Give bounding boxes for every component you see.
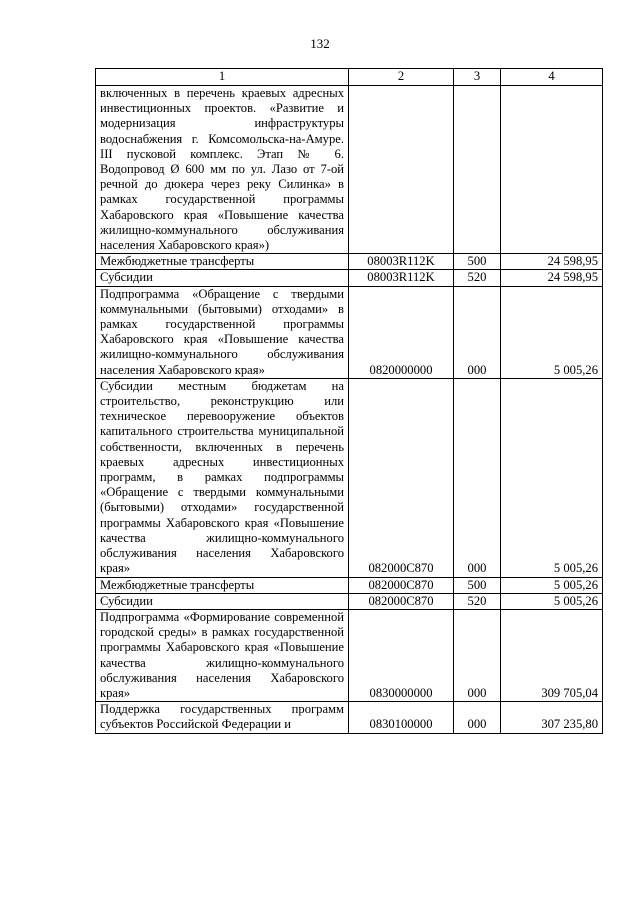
- row-type: 520: [454, 270, 501, 286]
- row-amount: 24 598,95: [501, 270, 603, 286]
- row-code: 0820000000: [349, 286, 454, 378]
- row-code: [349, 86, 454, 254]
- table-row: [96, 378, 603, 577]
- table-row: [96, 609, 603, 701]
- page-number: 132: [310, 36, 330, 51]
- row-code: 08003R112K: [349, 254, 454, 270]
- table-header-row: [96, 69, 603, 86]
- row-name: Межбюджетные трансферты: [96, 254, 349, 270]
- table-row: [96, 702, 603, 733]
- table-row: [96, 577, 603, 593]
- row-amount: 5 005,26: [501, 593, 603, 609]
- row-name: Субсидии местным бюджетам на строительство, реконструкцию или техническое перевооружение объектов капитального строительства муниципальной собственности, включенных в перечень краевых адресных инвестиционных программ, в рамках подпрограммы «Обращение с твердыми коммунальными (бытовыми) отходами» государственной программы Хабаровского края «Повышение качества жилищно-коммунального обслуживания населения Хабаровского края»: [96, 378, 349, 577]
- row-name: включенных в перечень краевых адресных инвестиционных проектов. «Развитие и модернизация инфраструктуры водоснабжения г. Комсомольска-на-Амуре. III пусковой комплекс. Этап № 6. Водопровод Ø 600 мм по ул. Лазо от 7-ой речной до дюкера через реку Силинка» в рамках государственной программы Хабаровского края «Повышение качества жилищно-коммунального обслуживания населения Хабаровского края»): [96, 86, 349, 254]
- row-code: 0830000000: [349, 609, 454, 701]
- row-amount: 309 705,04: [501, 609, 603, 701]
- row-amount: 24 598,95: [501, 254, 603, 270]
- row-name: Субсидии: [96, 593, 349, 609]
- column-header: 2: [349, 69, 454, 86]
- row-code: 0830100000: [349, 702, 454, 733]
- row-type: 000: [454, 378, 501, 577]
- row-type: 000: [454, 609, 501, 701]
- row-code: 082000C870: [349, 378, 454, 577]
- column-header: 1: [96, 69, 349, 86]
- row-type: 500: [454, 577, 501, 593]
- column-header: 3: [454, 69, 501, 86]
- budget-table: [95, 68, 603, 734]
- row-code: 082000C870: [349, 577, 454, 593]
- row-type: 000: [454, 702, 501, 733]
- row-amount: 5 005,26: [501, 577, 603, 593]
- row-code: 08003R112K: [349, 270, 454, 286]
- row-amount: 5 005,26: [501, 378, 603, 577]
- table-row: [96, 270, 603, 286]
- row-type: 000: [454, 286, 501, 378]
- row-type: 520: [454, 593, 501, 609]
- row-amount: 307 235,80: [501, 702, 603, 733]
- table-row: [96, 86, 603, 254]
- table-row: [96, 593, 603, 609]
- row-name: Подпрограмма «Обращение с твердыми коммунальными (бытовыми) отходами» в рамках государственной программы Хабаровского края «Повышение качества жилищно-коммунального обслуживания населения Хабаровского края»: [96, 286, 349, 378]
- table-row: [96, 254, 603, 270]
- row-amount: [501, 86, 603, 254]
- row-type: 500: [454, 254, 501, 270]
- row-name: Межбюджетные трансферты: [96, 577, 349, 593]
- row-name: Подпрограмма «Формирование современной городской среды» в рамках государственной программы Хабаровского края «Повышение качества жилищно-коммунального обслуживания населения Хабаровского края»: [96, 609, 349, 701]
- table-row: [96, 286, 603, 378]
- row-type: [454, 86, 501, 254]
- row-amount: 5 005,26: [501, 286, 603, 378]
- row-name: Субсидии: [96, 270, 349, 286]
- column-header: 4: [501, 69, 603, 86]
- row-name: Поддержка государственных программ субъектов Российской Федерации и: [96, 702, 349, 733]
- row-code: 082000C870: [349, 593, 454, 609]
